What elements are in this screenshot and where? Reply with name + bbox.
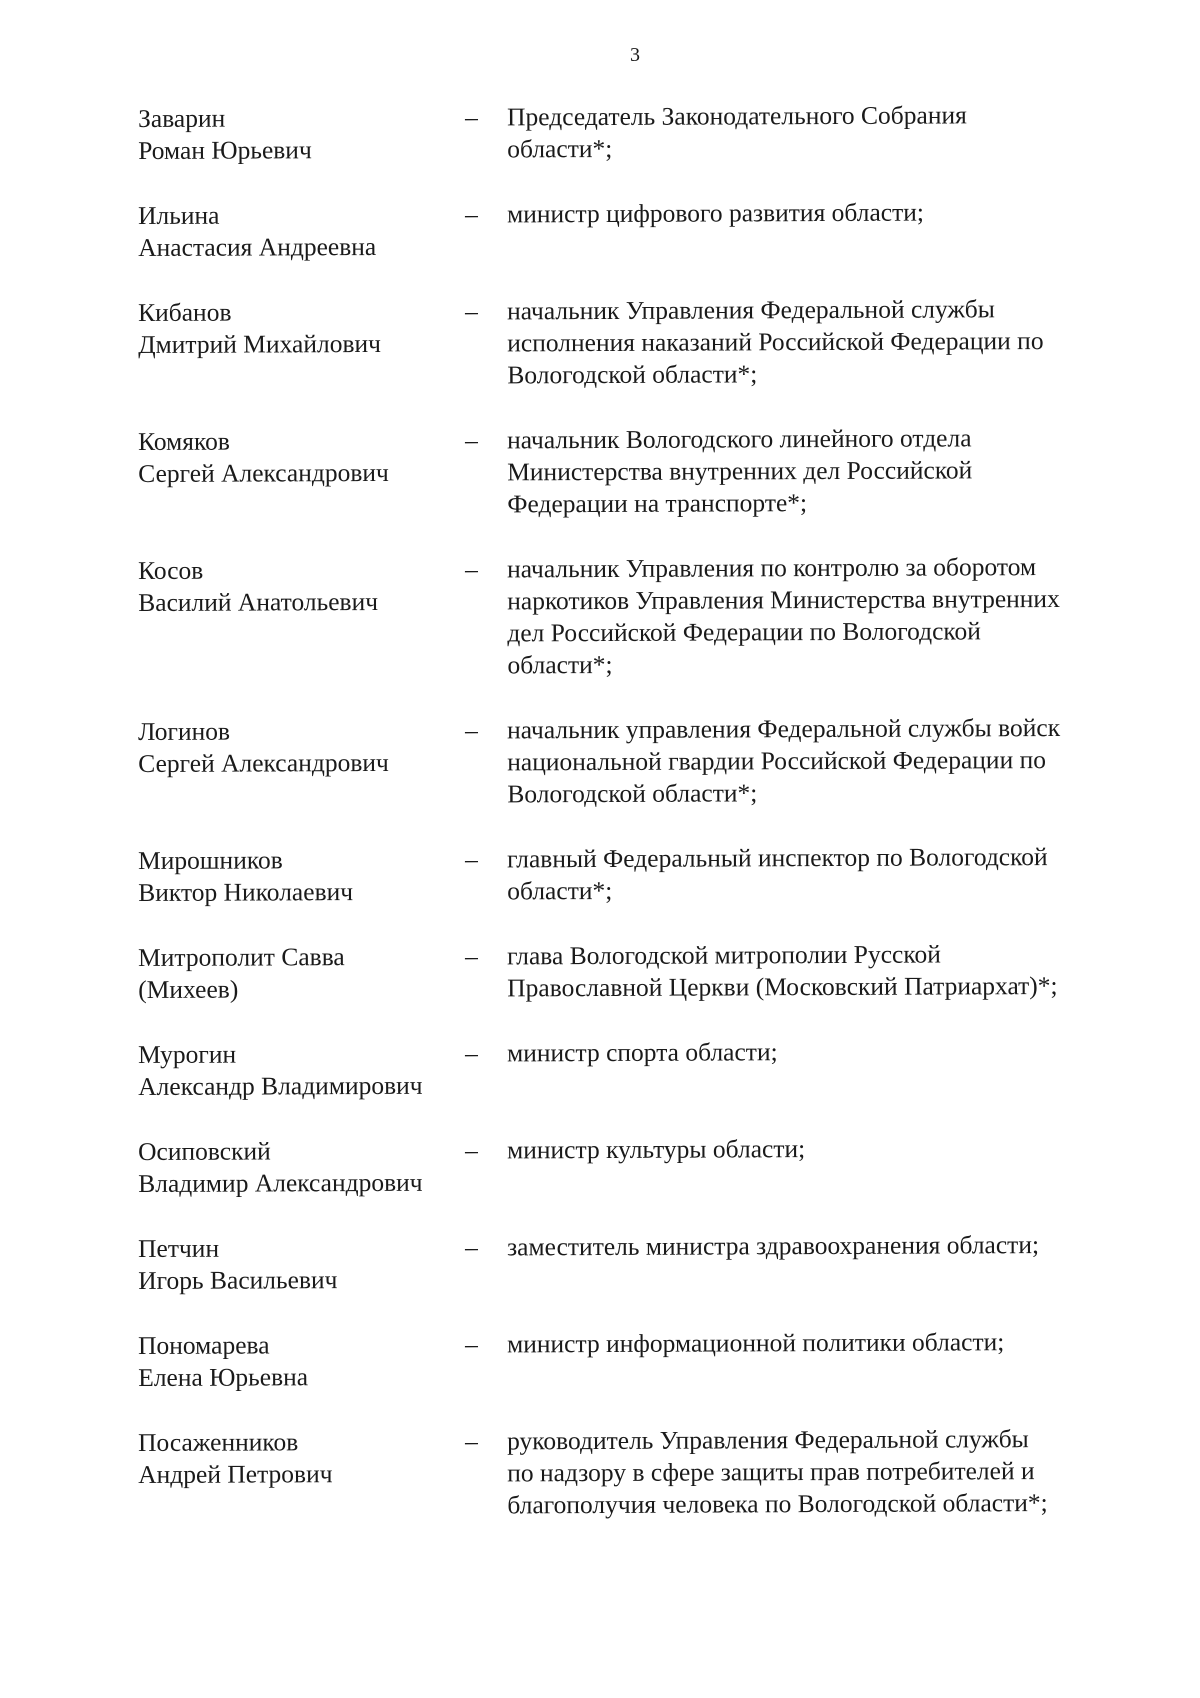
page-number: 3 [630,44,640,66]
member-name-line: Сергей Александрович [138,747,389,778]
separator-dash: – [465,1426,478,1456]
member-name-line: Комяков [138,426,230,456]
separator-dash: – [465,844,478,874]
member-name [138,199,465,264]
roster-entry [138,1423,1148,1523]
member-position-line: Вологодской области*; [507,778,758,809]
member-name-line: Василий Анатольевич [138,586,379,617]
member-position-line: Федерации на транспорте*; [507,488,808,519]
roster-entry [138,99,1148,167]
member-position-line: области*; [507,133,613,164]
member-name-line: Заварин [138,103,226,133]
member-position-line: министр информационной политики области; [507,1327,1005,1359]
member-name-line: Косов [138,555,204,585]
member-position-line: дел Российской Федерации по Вологодской [507,616,981,648]
member-position [507,841,1139,908]
roster-entry [138,1229,1148,1297]
member-name-line: Анастасия Андреевна [138,231,377,262]
member-position-line: министр культуры области; [507,1134,806,1165]
member-name-line: Пономарева [138,1330,270,1360]
member-name-line: Владимир Александрович [138,1167,423,1198]
member-name-line: Андрей Петрович [138,1459,333,1489]
roster-entry [138,422,1148,522]
roster-entry [138,1035,1148,1103]
roster-entry [138,938,1148,1006]
separator-dash: – [465,296,478,326]
member-position [507,1326,1139,1361]
member-name [138,1329,465,1394]
roster-entry [138,1132,1148,1200]
member-name [138,554,465,619]
separator-dash: – [465,554,478,584]
member-position [507,938,1139,1005]
member-position-line: области*; [507,875,613,906]
member-name [138,1038,465,1103]
member-name-line: Александр Владимирович [138,1070,423,1101]
member-position [507,99,1139,166]
separator-dash: – [465,1232,478,1262]
member-position-line: начальник Управления Федеральной службы [507,294,995,326]
member-position-line: Православной Церкви (Московский Патриархат)*; [507,970,1058,1003]
member-position-line: области*; [507,649,613,680]
member-name [138,296,465,361]
member-position-line: национальной гвардии Российской Федерации по [507,745,1047,777]
member-name [138,102,465,167]
member-name [138,844,465,909]
member-name [138,941,465,1006]
roster-entry [138,551,1149,683]
member-position [507,196,1139,231]
member-name-line: Логинов [138,716,231,746]
member-name [138,1426,465,1491]
member-position-line: руководитель Управления Федеральной службы [507,1424,1029,1456]
member-name-line: Сергей Александрович [138,457,389,488]
member-name-line: Виктор Николаевич [138,877,354,907]
member-position-line: главный Федеральный инспектор по Вологодской [507,842,1048,874]
member-name-line: Кибанов [138,297,232,327]
member-name [138,1135,465,1200]
roster-entry [138,293,1148,393]
member-name-line: Мурогин [138,1039,237,1069]
member-position-line: исполнения наказаний Российской Федерации по [507,326,1044,358]
member-name [138,1232,465,1297]
roster-entry [138,196,1148,264]
separator-dash: – [465,1135,478,1165]
member-position-line: глава Вологодской митрополии Русской [507,939,941,971]
member-position [507,293,1139,392]
member-position [507,1132,1139,1167]
member-position-line: начальник управления Федеральной службы войск [507,712,1061,745]
member-position-line: благополучия человека по Вологодской области*; [507,1488,1048,1520]
member-name-line: Осиповский [138,1136,271,1166]
member-name-line: Дмитрий Михайлович [138,328,382,359]
member-position-line: министр спорта области; [507,1037,778,1068]
member-position [507,712,1139,811]
member-position-line: начальник Управления по контролю за оборотом [507,552,1037,584]
member-position-line: Вологодской области*; [507,359,758,390]
member-position-line: по надзору в сфере защиты прав потребителей и [507,1456,1035,1488]
commission-roster [138,100,1148,1523]
member-position-line: заместитель министра здравоохранения области; [507,1230,1040,1262]
member-position-line: Председатель Законодательного Собрания [507,100,967,132]
member-name-line: Петчин [138,1233,220,1263]
roster-entry [138,712,1148,812]
member-name-line: Роман Юрьевич [138,135,312,165]
roster-entry [138,1326,1148,1394]
member-name-line: Митрополит Савва [138,942,345,972]
member-position [507,422,1139,521]
member-position-line: наркотиков Управления Министерства внутренних [507,583,1060,616]
separator-dash: – [465,1038,478,1068]
separator-dash: – [465,1329,478,1359]
separator-dash: – [465,102,478,132]
member-position-line: начальник Вологодского линейного отдела [507,423,972,455]
roster-entry [138,841,1148,909]
member-name [138,425,465,490]
member-position [507,551,1140,682]
separator-dash: – [465,425,478,455]
member-position [507,1035,1139,1070]
member-name-line: Мирошников [138,845,283,875]
member-name-line: Елена Юрьевна [138,1362,309,1392]
member-name-line: Игорь Васильевич [138,1265,338,1295]
member-name-line: (Михеев) [138,974,239,1004]
separator-dash: – [465,941,478,971]
member-position-line: министр цифрового развития области; [507,197,925,229]
member-name [138,715,465,780]
separator-dash: – [465,715,478,745]
member-name-line: Ильина [138,200,220,230]
member-position [507,1423,1139,1522]
member-position-line: Министерства внутренних дел Российской [507,455,973,487]
separator-dash: – [465,199,478,229]
member-position [507,1229,1139,1264]
member-name-line: Посаженников [138,1427,299,1457]
